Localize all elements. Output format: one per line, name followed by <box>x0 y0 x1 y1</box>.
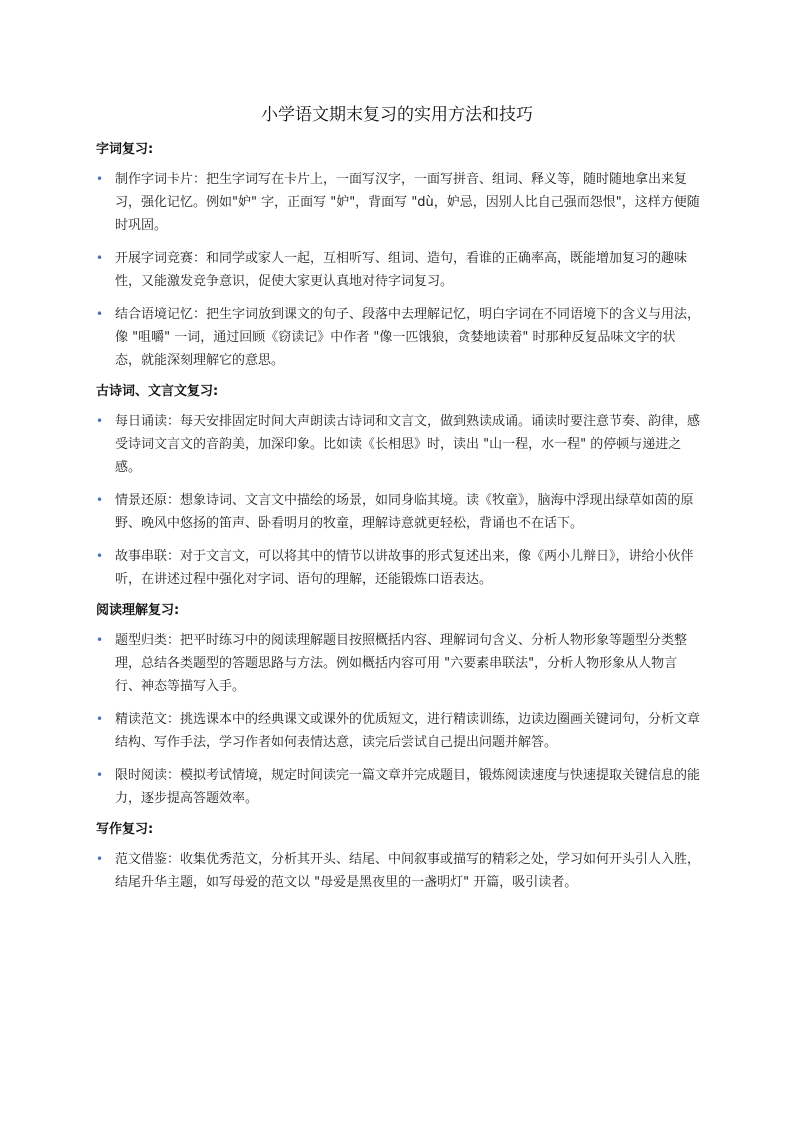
list-item-text: 范文借鉴：收集优秀范文，分析其开头、结尾、中间叙事或描写的精彩之处，学习如何开头引人入胜，结尾升华主题，如写母爱的范文以 "母爱是黑夜里的一盏明灯" 开篇，吸引读者。 <box>115 852 701 890</box>
bullet-icon: • <box>96 251 104 265</box>
list-item-text: 每日诵读：每天安排固定时间大声朗读古诗词和文言文，做到熟读成诵。诵读时要注意节奏、韵律，感受诗词文言文的音韵美，加深印象。比如读《长相思》时，读出 "山一程，水一程" 的停顿与递进之感。 <box>115 414 701 475</box>
list-item-text: 故事串联：对于文言文，可以将其中的情节以讲故事的形式复述出来，像《两小儿辩日》，讲给小伙伴听，在讲述过程中强化对字词、语句的理解，还能锻炼口语表达。 <box>115 549 694 587</box>
list-item <box>96 303 701 372</box>
list-item-text: 精读范文：挑选课本中的经典课文或课外的优质短文，进行精读训练，边读边圈画关键词句，分析文章结构、写作手法，学习作者如何表情达意，读完后尝试自己提出问题并解答。 <box>115 712 701 750</box>
section-vocabulary <box>96 140 701 372</box>
list-item <box>96 489 701 535</box>
list-item <box>96 247 701 293</box>
section-heading: 字词复习: <box>96 142 154 157</box>
list-item <box>96 848 701 894</box>
list-item-text: 限时阅读：模拟考试情境，规定时间读完一篇文章并完成题目，锻炼阅读速度与快速提取关键信息的能力，逐步提高答题效率。 <box>115 768 701 806</box>
list-item <box>96 629 701 698</box>
bullet-icon: • <box>96 172 104 186</box>
list-item <box>96 764 701 810</box>
bullet-icon: • <box>96 852 104 866</box>
bullet-icon: • <box>96 549 104 563</box>
bullet-icon: • <box>96 712 104 726</box>
bullet-icon: • <box>96 307 104 321</box>
list-item-text: 结合语境记忆：把生字词放到课文的句子、段落中去理解记忆，明白字词在不同语境下的含义与用法，像 "咀嚼" 一词，通过回顾《窃读记》中作者 "像一匹饿狼，贪婪地读着" 时那种反复品味文字的状态，就能深刻理解它的意思。 <box>115 307 701 368</box>
bullet-icon: • <box>96 493 104 507</box>
document-title: 小学语文期末复习的实用方法和技巧 <box>261 105 533 125</box>
list-item <box>96 545 701 591</box>
section-heading: 阅读理解复习: <box>96 603 180 618</box>
list-item-text: 题型归类：把平时练习中的阅读理解题目按照概括内容、理解词句含义、分析人物形象等题型分类整理，总结各类题型的答题思路与方法。例如概括内容可用 "六要素串联法"，分析人物形象从人物言行、神态等描写入手。 <box>115 633 688 694</box>
section-classical-poetry <box>96 382 701 591</box>
bullet-list <box>96 168 701 372</box>
list-item <box>96 168 701 237</box>
section-writing <box>96 820 701 894</box>
section-heading: 古诗词、文言文复习: <box>96 384 219 399</box>
list-item <box>96 410 701 479</box>
list-item-text: 制作字词卡片：把生字词写在卡片上，一面写汉字，一面写拼音、组词、释义等，随时随地拿出来复习，强化记忆。例如"妒" 字，正面写 "妒"，背面写 "dù，妒忌，因别人比自己强而怨恨"，这样方便随时巩固。 <box>115 172 700 233</box>
list-item <box>96 708 701 754</box>
section-reading-comprehension <box>96 601 701 810</box>
list-item-text: 开展字词竞赛：和同学或家人一起，互相听写、组词、造句，看谁的正确率高，既能增加复习的趣味性，又能激发竞争意识，促使大家更认真地对待字词复习。 <box>115 251 688 289</box>
bullet-list <box>96 629 701 810</box>
bullet-list <box>96 410 701 591</box>
bullet-icon: • <box>96 633 104 647</box>
bullet-icon: • <box>96 768 104 782</box>
list-item-text: 情景还原：想象诗词、文言文中描绘的场景，如同身临其境。读《牧童》，脑海中浮现出绿草如茵的原野、晚风中悠扬的笛声、卧看明月的牧童，理解诗意就更轻松，背诵也不在话下。 <box>115 493 694 531</box>
section-heading: 写作复习: <box>96 822 154 837</box>
document-body <box>96 140 701 904</box>
bullet-list <box>96 848 701 894</box>
bullet-icon: • <box>96 414 104 428</box>
